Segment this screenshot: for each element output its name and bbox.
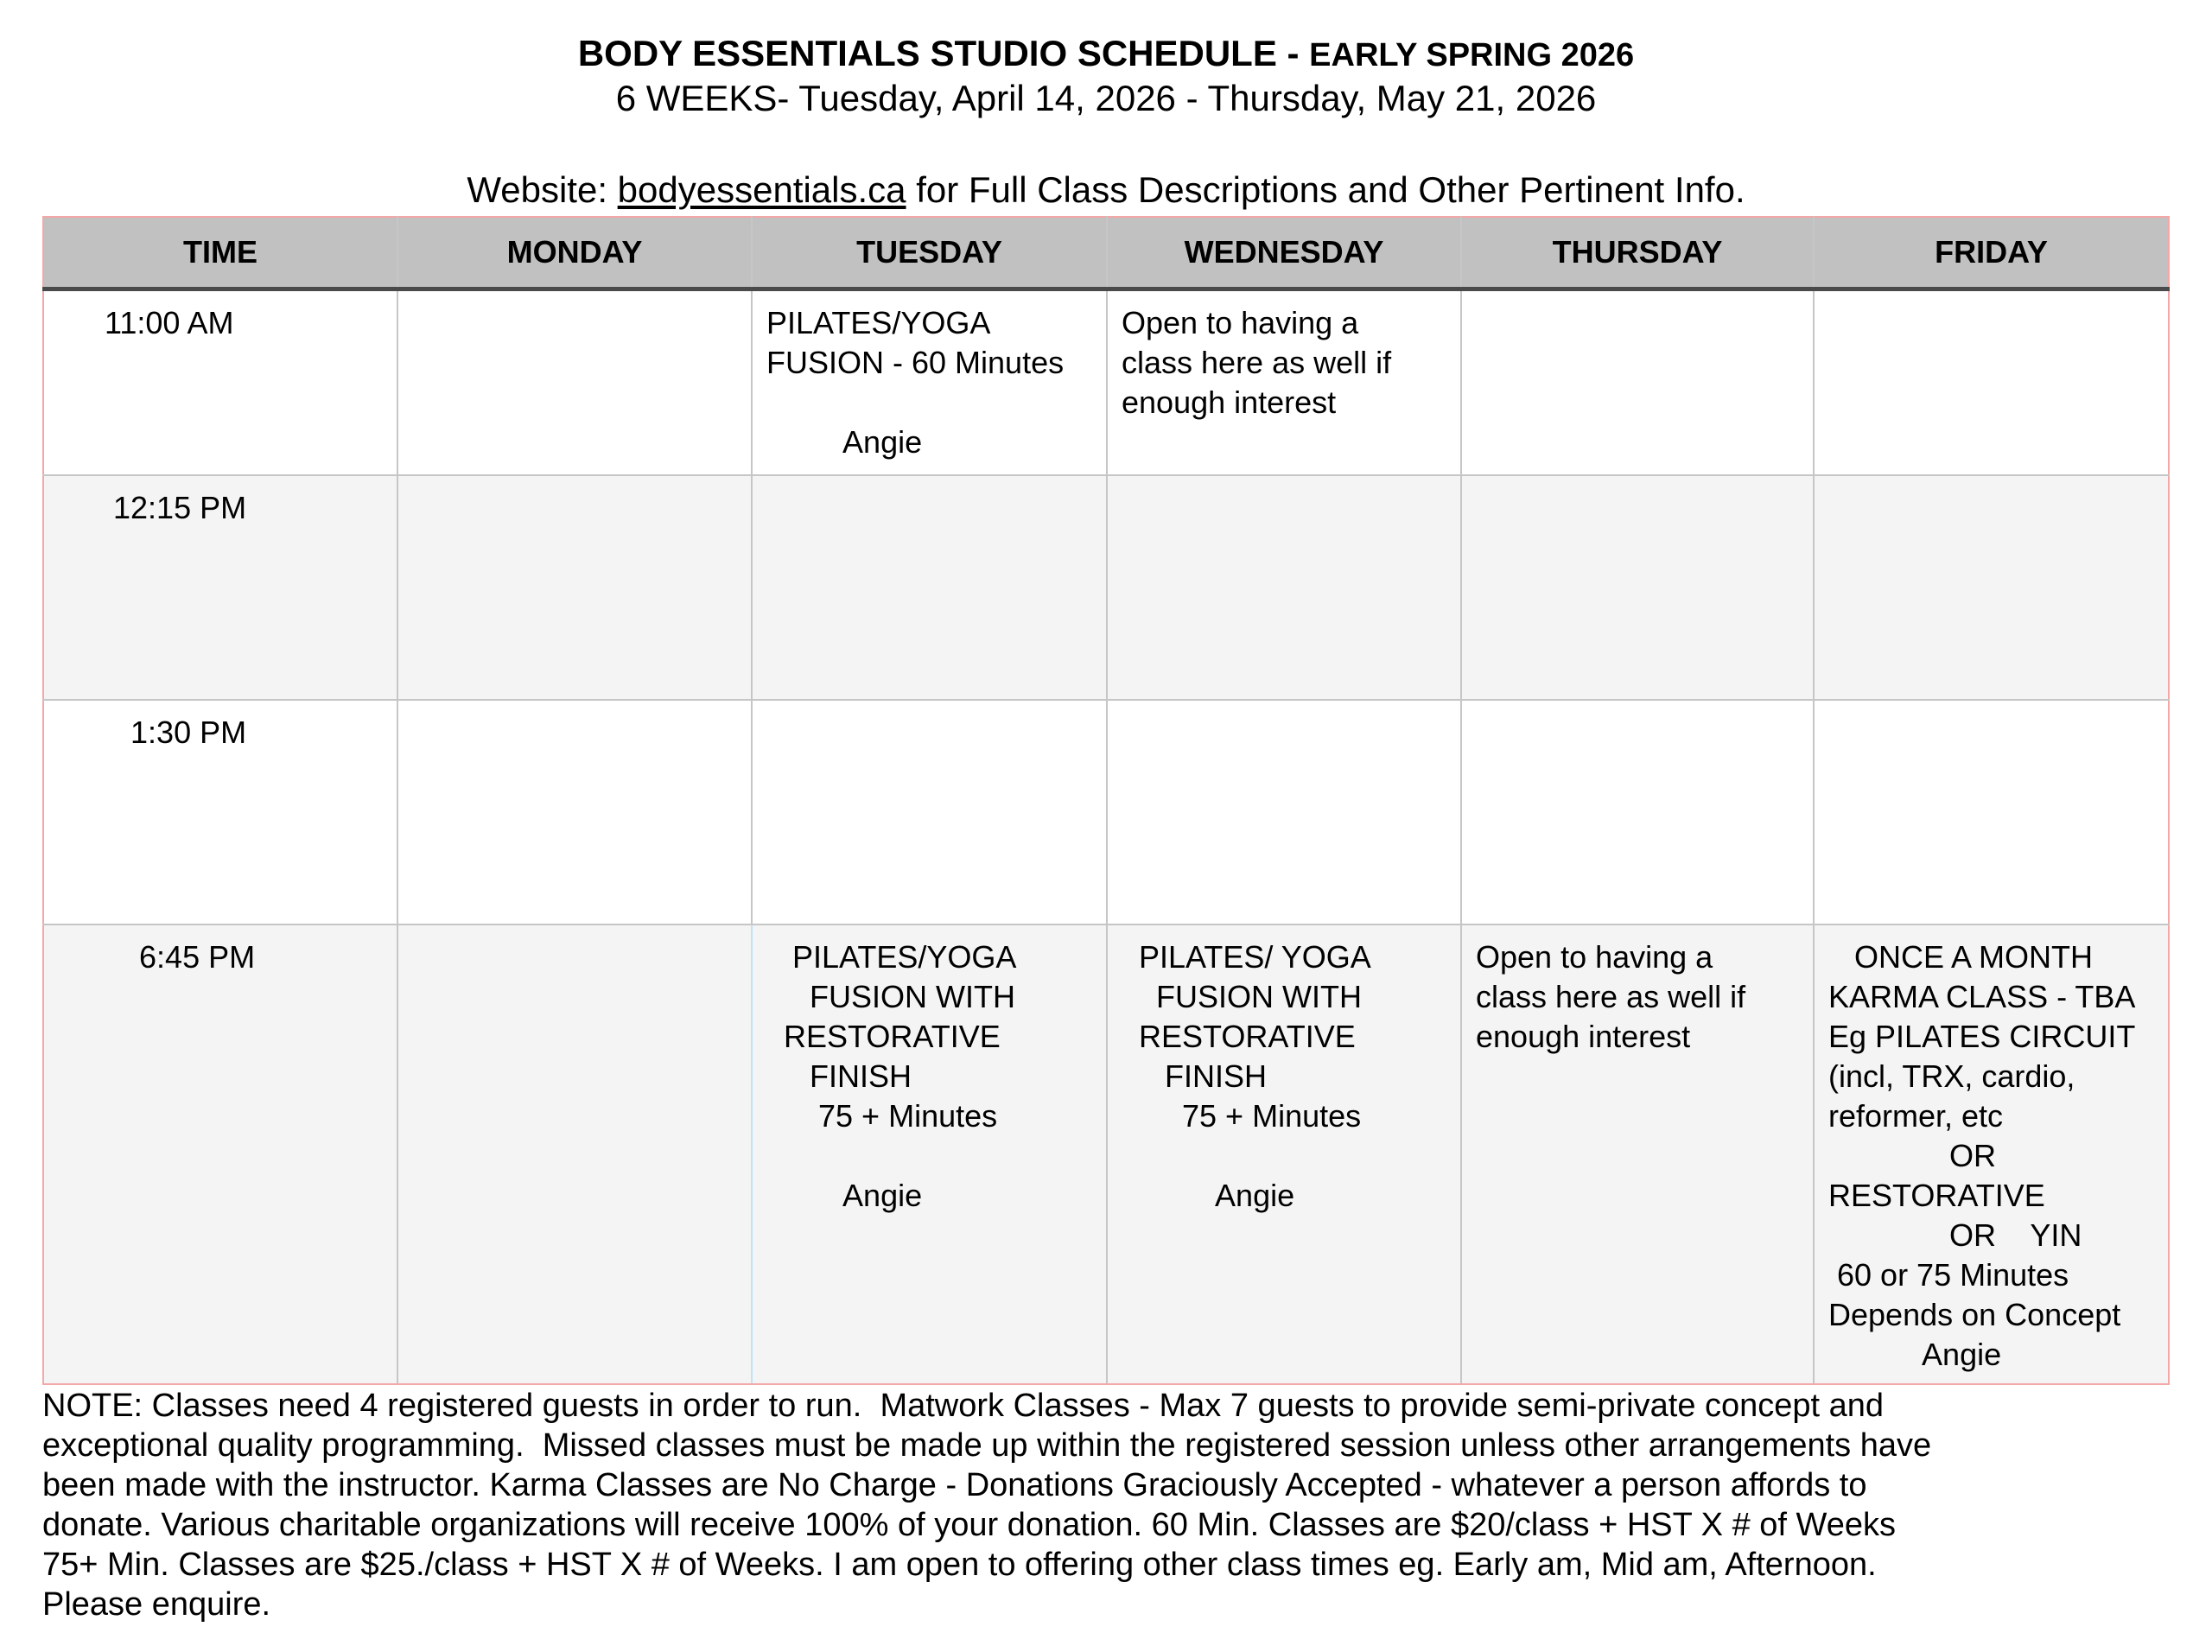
class-text: Open to having a class here as well if enough interest xyxy=(1476,939,1746,1054)
column-header-monday: MONDAY xyxy=(397,217,752,289)
time-label: 12:15 PM xyxy=(44,490,247,525)
class-text xyxy=(1108,701,1460,713)
class-text: PILATES/ YOGA FUSION WITH RESTORATIVE FINISH 75 + Minutes Angie xyxy=(1139,939,1371,1213)
header-row xyxy=(43,217,2169,289)
website-line xyxy=(0,169,2212,211)
class-text xyxy=(1462,291,1813,303)
schedule-subtitle: 6 WEEKS- Tuesday, April 14, 2026 - Thursday, May 21, 2026 xyxy=(615,78,1597,118)
time-label: 6:45 PM xyxy=(44,939,256,975)
time-cell xyxy=(43,475,397,700)
class-text: ONCE A MONTH KARMA CLASS - TBA Eg PILATES CIRCUIT (incl, TRX, cardio, reformer, etc OR RESTORATIVE OR YIN 60 or 75 Minutes Depends on Concept Angie xyxy=(1828,939,2136,1372)
column-header-thursday: THURSDAY xyxy=(1461,217,1814,289)
class-text xyxy=(398,291,751,303)
class-text xyxy=(1815,291,2168,303)
table-row xyxy=(43,924,2169,1384)
class-text xyxy=(398,925,751,937)
title-season: EARLY SPRING 2026 xyxy=(1309,37,1635,73)
class-text: PILATES/YOGA FUSION - 60 Minutes Angie xyxy=(766,305,1065,460)
column-header-wednesday: WEDNESDAY xyxy=(1107,217,1461,289)
class-text xyxy=(398,476,751,488)
class-text xyxy=(1462,701,1813,713)
time-cell xyxy=(43,700,397,924)
website-prefix: Website: xyxy=(467,169,618,210)
tuesday-cell xyxy=(752,289,1107,476)
column-header-time: TIME xyxy=(43,217,397,289)
time-label: 11:00 AM xyxy=(44,305,234,340)
class-text xyxy=(1815,701,2168,713)
time-cell xyxy=(43,289,397,476)
schedule-table xyxy=(42,216,2170,1385)
wednesday-cell xyxy=(1107,924,1461,1384)
policy-note: NOTE: Classes need 4 registered guests in order to run. Matwork Classes - Max 7 guests to provide semi-private concept and exceptional quality programming. Missed classes must be made up within the registered session unless other arrangements have been made with the instructor. Karma Classes are No Charge - Donations Graciously Accepted - whatever a person affords to donate. Various charitable organizations will receive 100% of your donation. 60 Min. Classes are $20/class + HST X # of Weeks 75+ Min. Classes are $25./class + HST X # of Weeks. I am open to offering other class times eg. Early am, Mid am, Afternoon. Please enquire. xyxy=(42,1388,1932,1623)
wednesday-cell xyxy=(1107,700,1461,924)
class-text xyxy=(398,701,751,713)
schedule-title xyxy=(0,33,2212,74)
website-suffix: for Full Class Descriptions and Other Pertinent Info. xyxy=(906,169,1745,210)
wednesday-cell xyxy=(1107,475,1461,700)
tuesday-cell xyxy=(752,924,1107,1384)
monday-cell xyxy=(397,289,752,476)
friday-cell xyxy=(1814,475,2169,700)
monday-cell xyxy=(397,700,752,924)
friday-cell xyxy=(1814,924,2169,1384)
monday-cell xyxy=(397,924,752,1384)
class-text xyxy=(753,701,1106,713)
time-label: 1:30 PM xyxy=(44,715,247,750)
monday-cell xyxy=(397,475,752,700)
class-text xyxy=(753,476,1106,488)
friday-cell xyxy=(1814,289,2169,476)
thursday-cell xyxy=(1461,475,1814,700)
website-link[interactable]: bodyessentials.ca xyxy=(617,169,906,210)
class-text xyxy=(1108,476,1460,488)
class-text xyxy=(1815,476,2168,488)
class-text xyxy=(1462,476,1813,488)
class-text: Open to having a class here as well if enough interest xyxy=(1122,305,1392,420)
column-header-friday: FRIDAY xyxy=(1814,217,2169,289)
title-main: BODY ESSENTIALS STUDIO SCHEDULE - xyxy=(577,33,1310,73)
column-header-tuesday: TUESDAY xyxy=(752,217,1107,289)
tuesday-cell xyxy=(752,700,1107,924)
wednesday-cell xyxy=(1107,289,1461,476)
table-row xyxy=(43,289,2169,476)
tuesday-cell xyxy=(752,475,1107,700)
table-row xyxy=(43,475,2169,700)
thursday-cell xyxy=(1461,700,1814,924)
time-cell xyxy=(43,924,397,1384)
thursday-cell xyxy=(1461,924,1814,1384)
thursday-cell xyxy=(1461,289,1814,476)
friday-cell xyxy=(1814,700,2169,924)
class-text: PILATES/YOGA FUSION WITH RESTORATIVE FINISH 75 + Minutes Angie xyxy=(784,939,1017,1213)
table-row xyxy=(43,700,2169,924)
